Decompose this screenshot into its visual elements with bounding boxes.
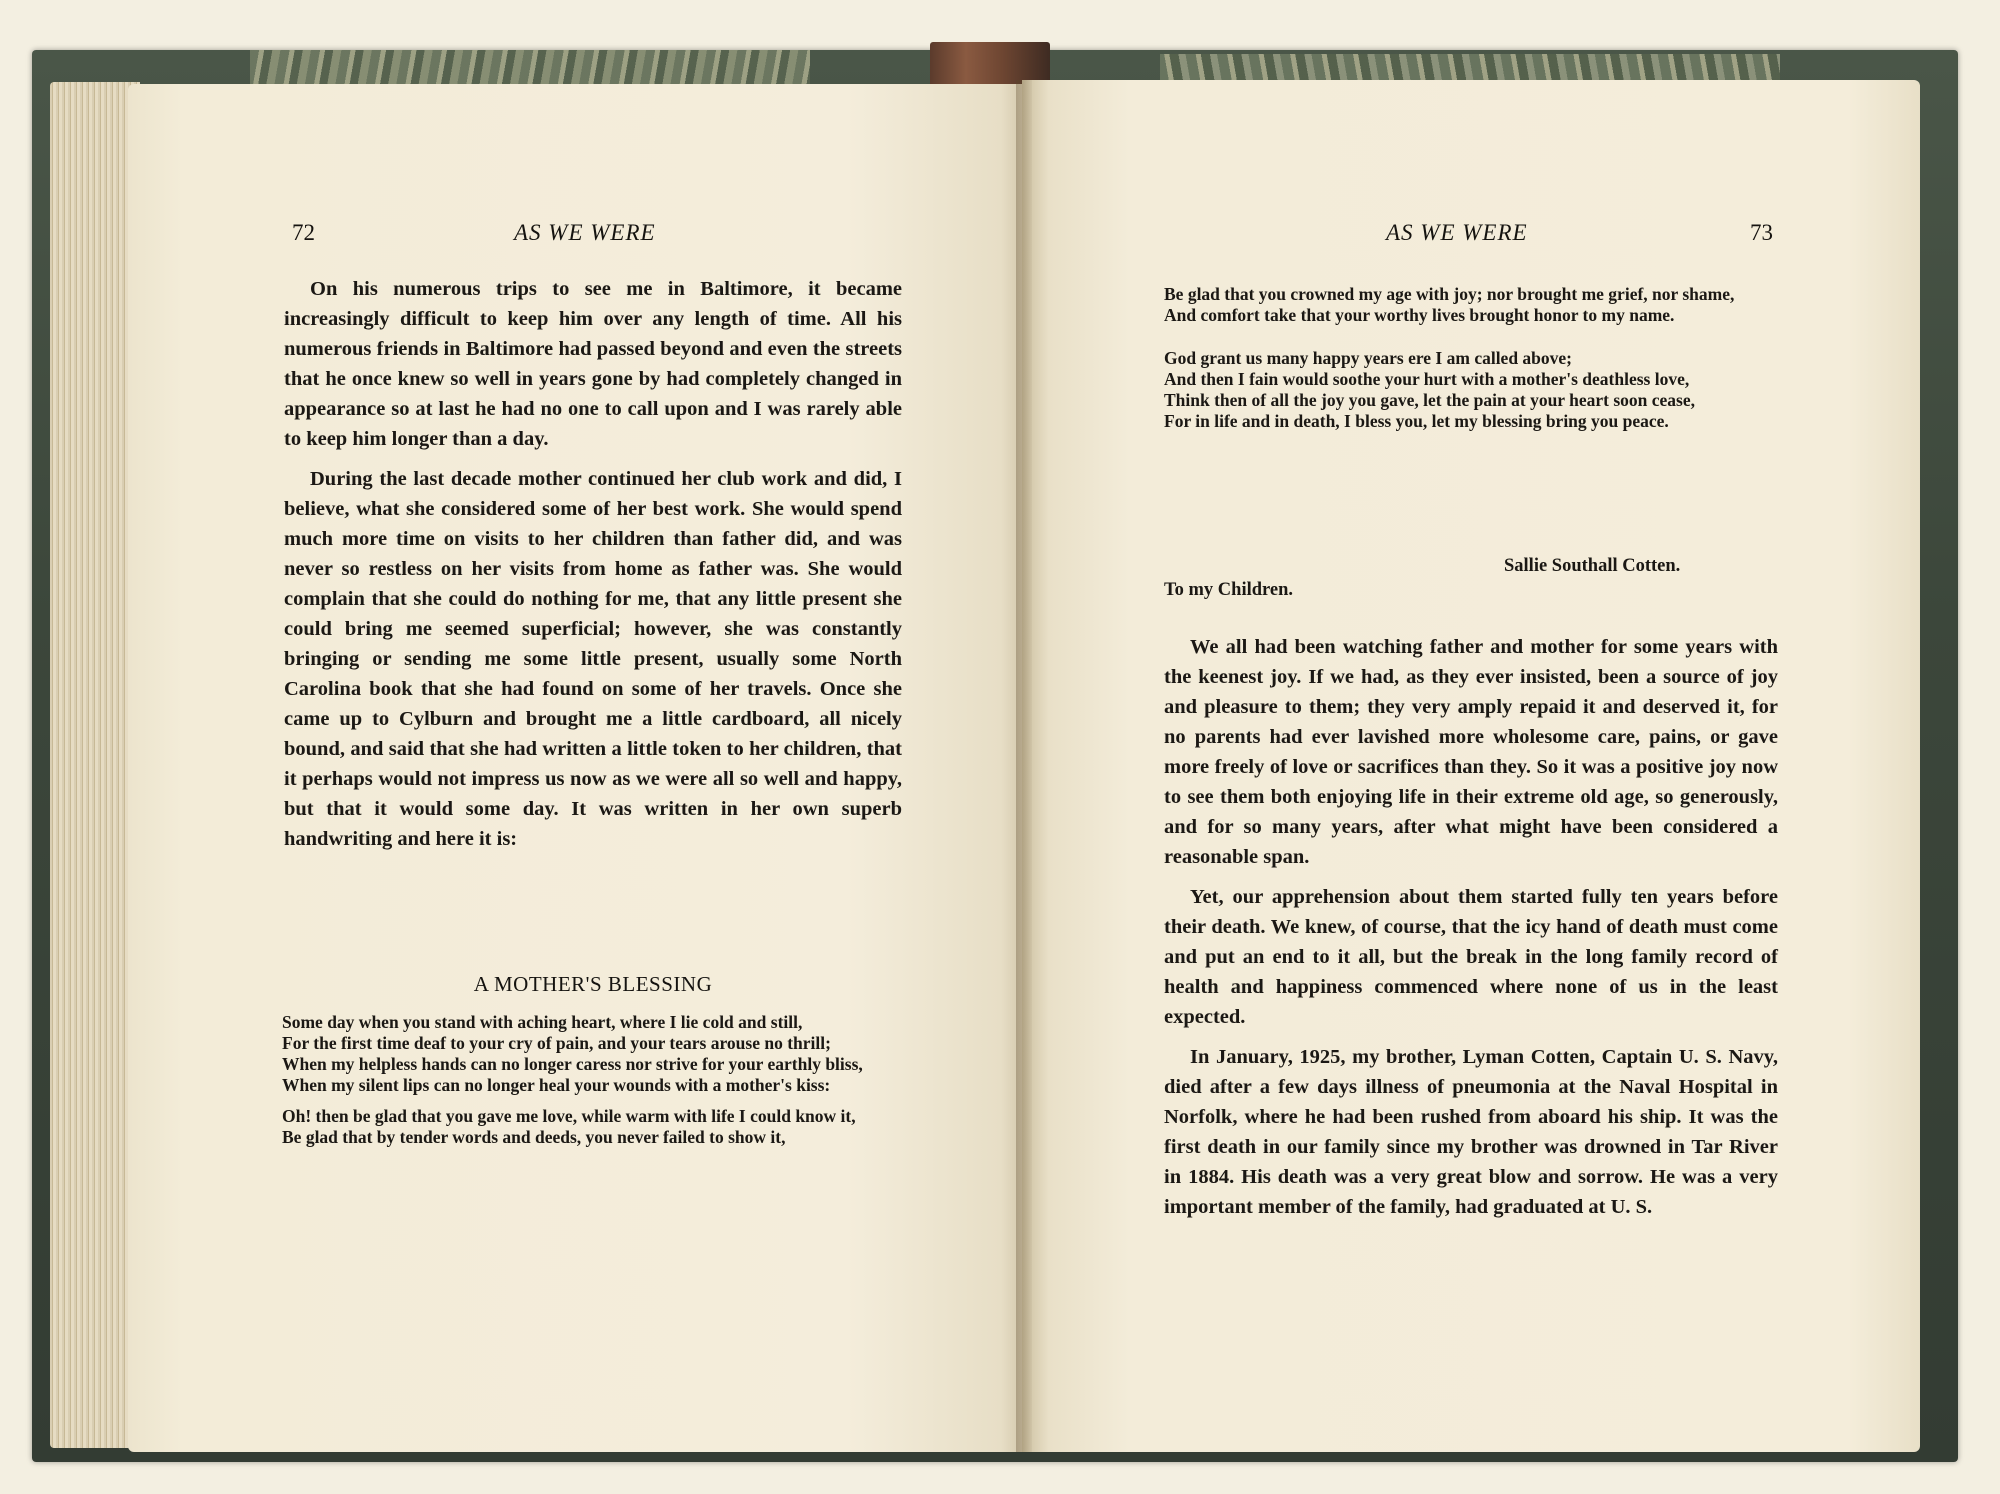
- left-paragraph: During the last decade mother continued her club work and did, I believe, what she considered some of her best work. She would spend much more time on visits to her children than father did, and was never so restless on her visits from home as father was. She would complain that she could do nothing for me, that any little present she could bring me seemed superficial; however, she was constantly bringing or sending me some little present, usually some North Carolina book that she had found on some of her travels. Once she came up to Cylburn and brought me a little cardboard, all nicely bound, and said that she had written a little token to her children, that it perhaps would not impress us now as we were all so well and happy, but that it would some day. It was written in her own superb handwriting and here it is:: [284, 468, 902, 850]
- poem-line: God grant us many happy years ere I am called above;: [1164, 348, 1573, 368]
- page-block-edges: [50, 82, 140, 1448]
- poem-line: Think then of all the joy you gave, let the pain at your heart soon cease,: [1164, 390, 1695, 410]
- poem-line: For in life and in death, I bless you, let my blessing bring you peace.: [1164, 411, 1669, 431]
- poem-stanza: [282, 1106, 912, 1148]
- poem-line: When my helpless hands can no longer caress nor strive for your earthly bliss,: [282, 1054, 863, 1074]
- poem-line: Some day when you stand with aching heart, where I lie cold and still,: [282, 1012, 803, 1032]
- poem-line: For the first time deaf to your cry of pain, and your tears arouse no thrill;: [282, 1033, 831, 1053]
- poem-line: Oh! then be glad that you gave me love, while warm with life I could know it,: [282, 1106, 856, 1126]
- poem-line: Be glad that by tender words and deeds, you never failed to show it,: [282, 1127, 786, 1147]
- left-page-number: 72: [292, 220, 315, 245]
- right-running-title: AS WE WERE: [1386, 220, 1528, 245]
- right-prose: [1164, 632, 1778, 1232]
- left-poem: [282, 1012, 912, 1158]
- poem-stanza: [1164, 284, 1764, 326]
- right-page-number: 73: [1750, 220, 1773, 245]
- left-prose: [284, 274, 902, 864]
- poem-stanza: [1164, 348, 1764, 432]
- poem-line: Be glad that you crowned my age with joy; nor brought me grief, nor shame,: [1164, 284, 1735, 304]
- cover-marbling-left: [250, 50, 810, 84]
- left-running-title: AS WE WERE: [514, 220, 656, 245]
- poem-line: And then I fain would soothe your hurt with a mother's deathless love,: [1164, 369, 1690, 389]
- poem-stanza: [282, 1012, 912, 1096]
- right-paragraph: We all had been watching father and mother for some years with the keenest joy. If we had, as they ever insisted, been a source of joy and pleasure to them; they very amply repaid it and deserved it, for no parents had ever lavished more wholesome care, pains, or gave more freely of love or sacrifices than they. So it was a positive joy now to see them both enjoying life in their extreme old age, so generously, and for so many years, after what might have been considered a reasonable span.: [1164, 636, 1778, 868]
- left-paragraph: On his numerous trips to see me in Baltimore, it became increasingly difficult to keep him over any length of time. All his numerous friends in Baltimore had passed beyond and even the streets that he once knew so well in years gone by had completely changed in appearance so at last he had no one to call upon and I was rarely able to keep him longer than a day.: [284, 278, 902, 450]
- poem-line: When my silent lips can no longer heal your wounds with a mother's kiss:: [282, 1075, 831, 1095]
- book-gutter: [1016, 80, 1032, 1452]
- poem-title: A MOTHER'S BLESSING: [473, 972, 713, 996]
- poem-signature: Sallie Southall Cotten.: [1504, 556, 1681, 576]
- right-paragraph: In January, 1925, my brother, Lyman Cotten, Captain U. S. Navy, died after a few days illness of pneumonia at the Naval Hospital in Norfolk, where he had been rushed from aboard his ship. It was the first death in our family since my brother was drowned in Tar River in 1884. His death was a very great blow and sorrow. He was a very important member of the family, had graduated at U. S.: [1164, 1046, 1778, 1218]
- poem-dedication: To my Children.: [1164, 580, 1294, 600]
- right-paragraph: Yet, our apprehension about them started fully ten years before their death. We knew, of course, that the icy hand of death must come and put an end to it all, but the break in the long family record of health and happiness commenced where none of us in the least expected.: [1164, 886, 1778, 1028]
- poem-line: And comfort take that your worthy lives brought honor to my name.: [1164, 305, 1675, 325]
- right-poem: [1164, 284, 1764, 442]
